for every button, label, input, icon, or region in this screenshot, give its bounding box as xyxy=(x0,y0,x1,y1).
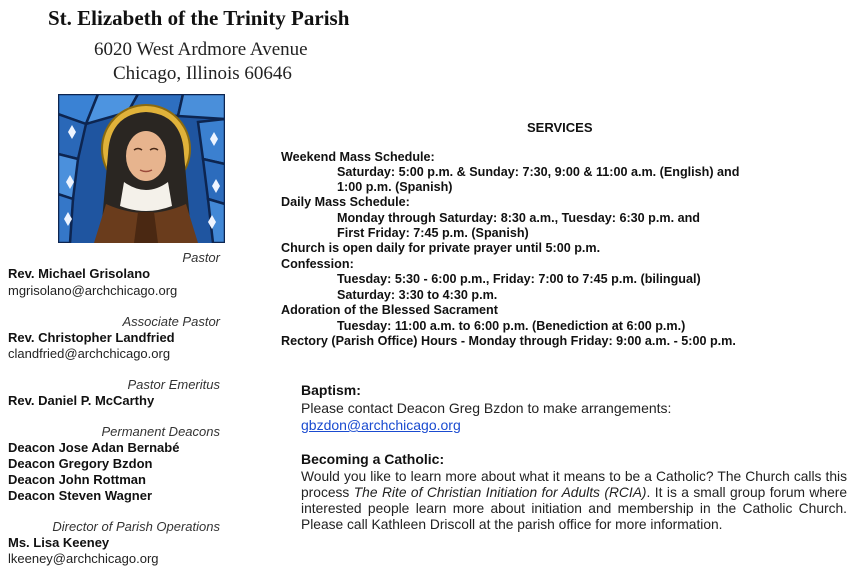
services-line: Monday through Saturday: 8:30 a.m., Tuesday: 6:30 p.m. and xyxy=(337,211,700,225)
role-pastor: Pastor xyxy=(182,250,220,265)
services-line: Tuesday: 11:00 a.m. to 6:00 p.m. (Benediction at 6:00 p.m.) xyxy=(337,319,686,333)
services-line: Adoration of the Blessed Sacrament xyxy=(281,303,498,317)
services-line: Saturday: 3:30 to 4:30 p.m. xyxy=(337,288,498,302)
deacon-name: Deacon Gregory Bzdon xyxy=(8,456,153,471)
services-line: Rectory (Parish Office) Hours - Monday through Friday: 9:00 a.m. - 5:00 p.m. xyxy=(281,334,736,348)
pastor-name: Rev. Michael Grisolano xyxy=(8,266,151,281)
pastor-emeritus-name: Rev. Daniel P. McCarthy xyxy=(8,393,155,408)
role-permanent-deacons: Permanent Deacons xyxy=(101,424,220,439)
associate-pastor-name: Rev. Christopher Landfried xyxy=(8,330,175,345)
parish-title: St. Elizabeth of the Trinity Parish xyxy=(48,6,350,30)
services-heading: SERVICES xyxy=(527,120,593,135)
baptism-heading: Baptism: xyxy=(301,382,361,398)
role-director-parish-operations: Director of Parish Operations xyxy=(52,519,220,534)
deacon-name: Deacon John Rottman xyxy=(8,472,146,487)
becoming-catholic-text xyxy=(301,469,847,533)
rcia-program-name: The Rite of Christian Initiation for Adults (RCIA) xyxy=(353,485,647,500)
services-line: Church is open daily for private prayer until 5:00 p.m. xyxy=(281,241,601,255)
services-line: Saturday: 5:00 p.m. & Sunday: 7:30, 9:00 & 11:00 a.m. (English) and xyxy=(337,165,740,179)
services-line: Tuesday: 5:30 - 6:00 p.m., Friday: 7:00 to 7:45 p.m. (bilingual) xyxy=(337,272,701,286)
pastor-email[interactable]: mgrisolano@archchicago.org xyxy=(8,283,178,298)
deacon-name: Deacon Steven Wagner xyxy=(8,488,153,503)
baptism-text: Please contact Deacon Greg Bzdon to make arrangements: xyxy=(301,400,672,416)
catholic-text-after: . It is a small group forum where interested people learn more about initiation and membership in the Catholic Church. Please call Kathleen Driscoll at the parish office for more information. xyxy=(301,485,848,532)
address-street: 6020 West Ardmore Avenue xyxy=(94,39,308,60)
director-email[interactable]: lkeeney@archchicago.org xyxy=(8,551,159,566)
stained-glass-image xyxy=(58,94,225,243)
services-line: Weekend Mass Schedule: xyxy=(281,150,435,164)
becoming-catholic-heading: Becoming a Catholic: xyxy=(301,451,445,467)
director-name: Ms. Lisa Keeney xyxy=(8,535,110,550)
services-line: 1:00 p.m. (Spanish) xyxy=(337,180,453,194)
role-associate-pastor: Associate Pastor xyxy=(122,314,220,329)
role-pastor-emeritus: Pastor Emeritus xyxy=(127,377,220,392)
deacon-name: Deacon Jose Adan Bernabé xyxy=(8,440,180,455)
services-line: Daily Mass Schedule: xyxy=(281,195,410,209)
address-city: Chicago, Illinois 60646 xyxy=(113,63,292,84)
baptism-email-link[interactable]: gbzdon@archchicago.org xyxy=(301,417,461,433)
services-line: First Friday: 7:45 p.m. (Spanish) xyxy=(337,226,529,240)
services-line: Confession: xyxy=(281,257,354,271)
catholic-text-before: Would you like to learn more about what it means to be a Catholic? The Church calls this process xyxy=(301,469,847,500)
associate-pastor-email[interactable]: clandfried@archchicago.org xyxy=(8,346,171,361)
